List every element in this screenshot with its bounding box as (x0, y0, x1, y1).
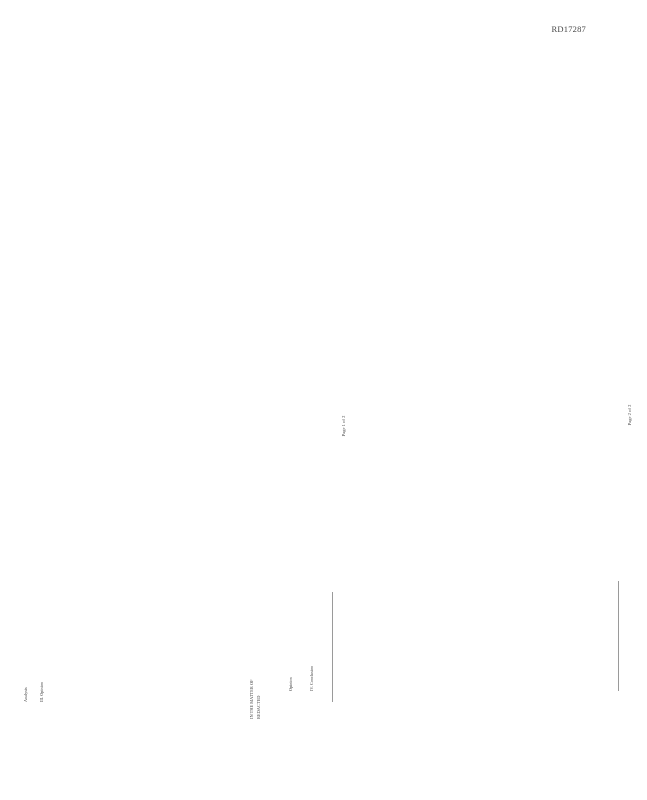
scanned-page-2 (237, 95, 647, 735)
document-id: RD17287 (551, 24, 586, 34)
text-section (13, 124, 18, 702)
text-section (278, 113, 283, 691)
text-section (22, 124, 34, 702)
page-header-line: IN THE MATTER OF (249, 679, 254, 719)
footnote-rule (618, 581, 619, 691)
text-section (38, 124, 50, 702)
section-heading: Analysis (23, 687, 29, 702)
text-section (287, 113, 299, 691)
page-number: Page 2 of 2 (626, 404, 632, 426)
text-section (299, 113, 304, 691)
page-header (249, 679, 262, 719)
section-heading: Opinion (288, 677, 293, 691)
section-heading: III. Opinion (39, 681, 45, 702)
page-body (273, 113, 617, 691)
page-header-line: REDACTED (255, 695, 261, 719)
text-section (308, 113, 320, 691)
page-number: Page 1 of 2 (340, 415, 346, 437)
section-heading: IV. Conclusion (309, 665, 315, 691)
